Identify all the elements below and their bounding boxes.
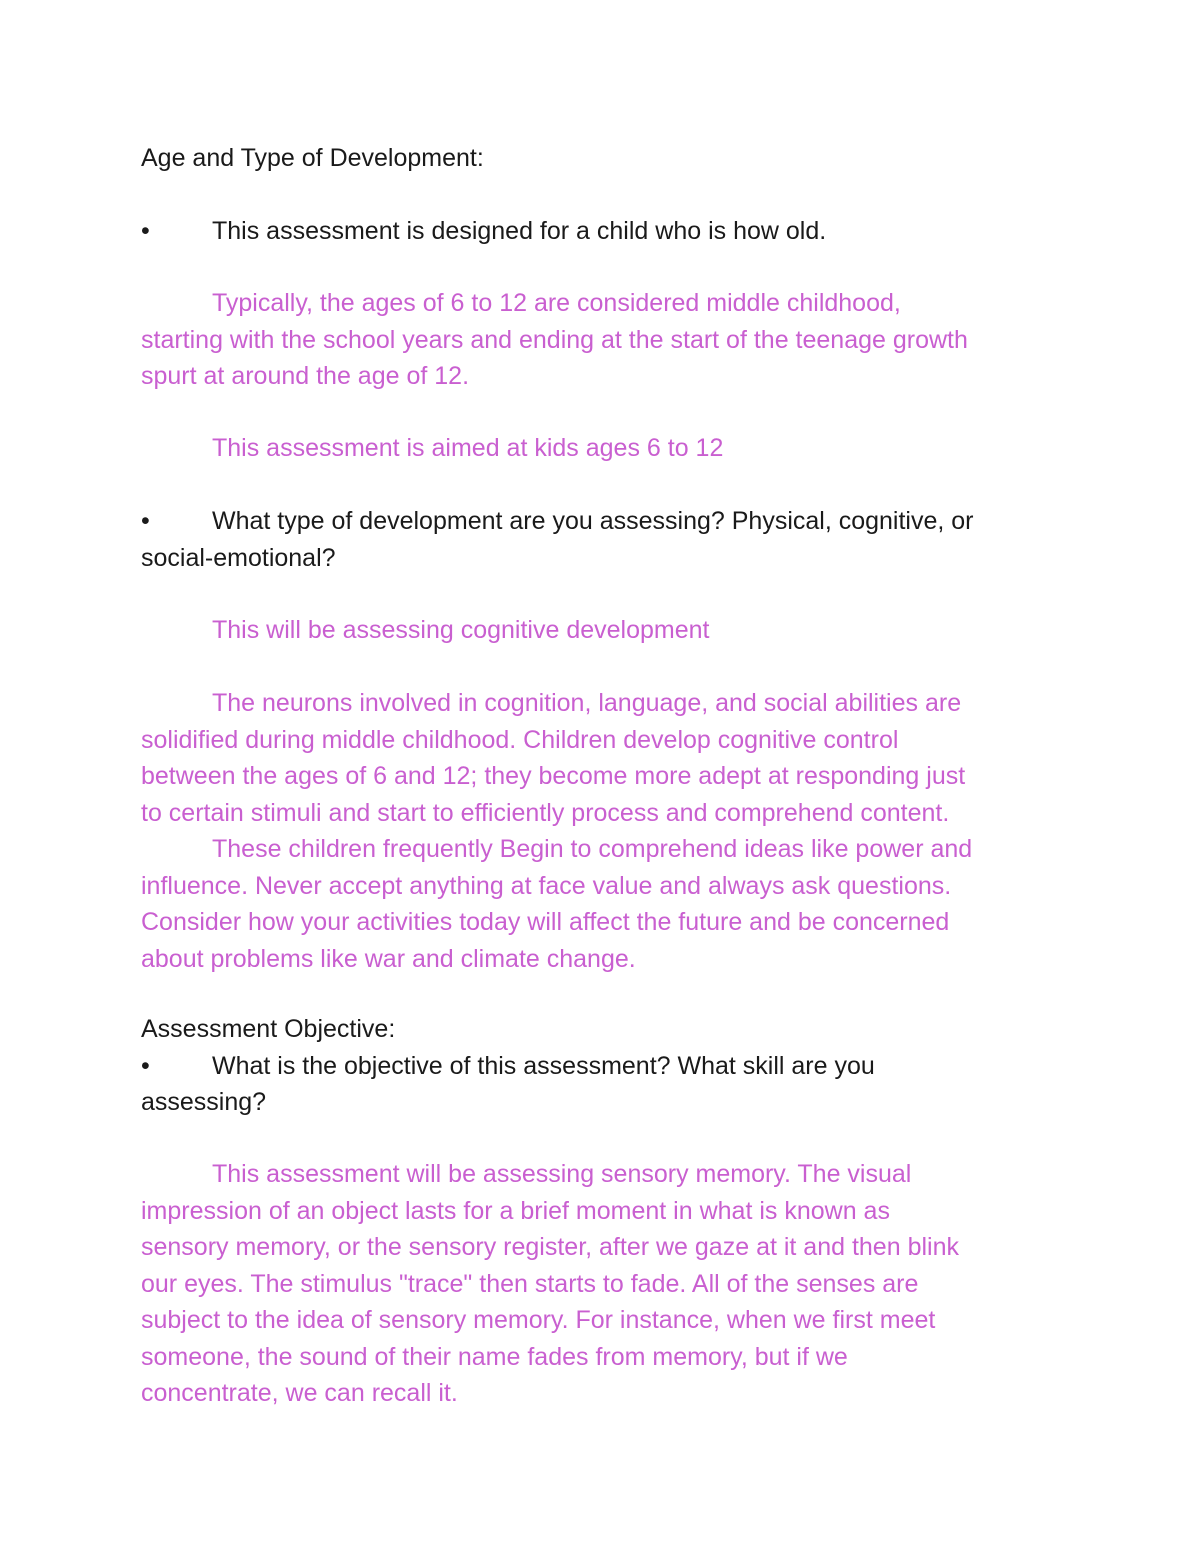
question-objective	[141, 1048, 1061, 1085]
heading-text: Assessment Objective:	[141, 1015, 396, 1043]
answer-line: subject to the idea of sensory memory. For instance, when we first meet	[141, 1306, 936, 1334]
answer-line: solidified during middle childhood. Children develop cognitive control	[141, 725, 899, 754]
question-development-type	[141, 503, 1061, 576]
answer-line: The neurons involved in cognition, language, and social abilities are	[212, 689, 962, 717]
answer-line: spurt at around the age of 12.	[141, 362, 470, 390]
answer-sensory-memory	[141, 1156, 1061, 1412]
answer-line: someone, the sound of their name fades from memory, but if we	[141, 1342, 848, 1371]
answer-line: This assessment is aimed at kids ages 6 to 12	[212, 434, 724, 462]
answer-line: to certain stimuli and start to efficiently process and comprehend content.	[141, 798, 950, 827]
answer-line: about problems like war and climate change.	[141, 944, 636, 973]
question-text: This assessment is designed for a child who is how old.	[212, 217, 827, 245]
section-heading-age-type	[141, 140, 1061, 177]
bullet-icon: •	[141, 217, 150, 245]
question-text: What is the objective of this assessment? What skill are you	[212, 1051, 875, 1080]
answer-line: concentrate, we can recall it.	[141, 1379, 458, 1407]
answer-line: influence. Never accept anything at face value and always ask questions.	[141, 871, 952, 900]
answer-line: starting with the school years and ending at the start of the teenage growth	[141, 325, 968, 354]
section-heading-objective	[141, 1011, 1061, 1121]
answer-line: our eyes. The stimulus "trace" then starts to fade. All of the senses are	[141, 1269, 919, 1298]
bullet-icon: •	[141, 1051, 150, 1080]
answer-line: Typically, the ages of 6 to 12 are considered middle childhood,	[212, 289, 901, 317]
answer-line: Consider how your activities today will affect the future and be concerned	[141, 908, 950, 936]
answer-neurons-paragraph	[141, 685, 1061, 977]
answer-cognitive	[141, 612, 1061, 649]
answer-line: sensory memory, or the sensory register, after we gaze at it and then blink	[141, 1233, 959, 1261]
answer-line: impression of an object lasts for a brief moment in what is known as	[141, 1196, 890, 1225]
heading-text: Age and Type of Development:	[141, 144, 484, 172]
answer-line: These children frequently Begin to comprehend ideas like power and	[212, 835, 973, 863]
answer-age-range	[141, 430, 1061, 467]
question-text: assessing?	[141, 1088, 267, 1116]
bullet-icon: •	[141, 507, 150, 535]
question-child-age	[141, 213, 1061, 250]
question-text: social-emotional?	[141, 543, 336, 572]
answer-line: This assessment will be assessing sensory memory. The visual	[212, 1160, 912, 1188]
question-text: What type of development are you assessing? Physical, cognitive, or	[212, 507, 974, 535]
answer-line: This will be assessing cognitive development	[212, 616, 710, 644]
answer-middle-childhood	[141, 285, 1061, 395]
answer-line: between the ages of 6 and 12; they become more adept at responding just	[141, 762, 966, 790]
